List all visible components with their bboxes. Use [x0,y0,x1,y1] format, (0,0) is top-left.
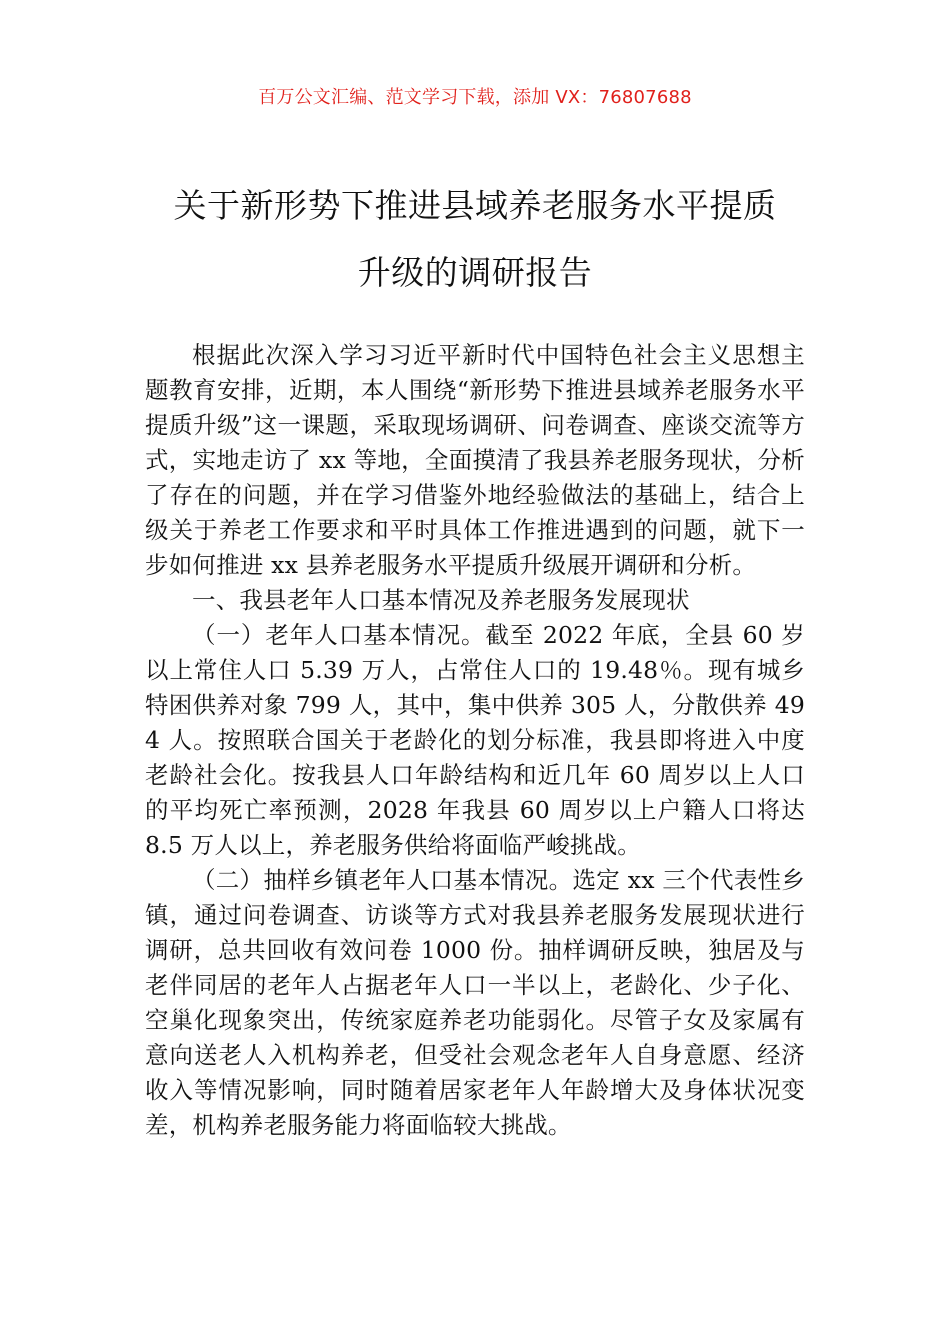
intro-paragraph: 根据此次深入学习习近平新时代中国特色社会主义思想主题教育安排，近期，本人围绕“新形势下推进县域养老服务水平提质升级”这一课题，采取现场调研、问卷调查、座谈交流等方式，实地走访了 xx 等地，全面摸清了我县养老服务现状，分析了存在的问题，并在学习借鉴外地经验做法的基础上，结合上级关于养老工作要求和平时具体工作推进遇到的问题，就下一步如何推进 xx 县养老服务水平提质升级展开调研和分析。 [145,341,805,579]
paragraph-sample-towns: （二）抽样乡镇老年人口基本情况。选定 xx 三个代表性乡镇，通过问卷调查、访谈等方式对我县养老服务发展现状进行调研，总共回收有效问卷 1000 份。抽样调研反映，独居及与老伴同居的老年人占据老年人口一半以上，老龄化、少子化、空巢化现象突出，传统家庭养老功能弱化。尽管子女及家属有意向送老人入机构养老，但受社会观念老年人自身意愿、经济收入等情况影响，同时随着居家老年人年龄增大及身体状况变差，机构养老服务能力将面临较大挑战。 [145,866,805,1139]
document-title [145,172,805,306]
paragraph-elderly-population: （一）老年人口基本情况。截至 2022 年底，全县 60 岁以上常住人口 5.39 万人，占常住人口的 19.48％。现有城乡特困供养对象 799 人，其中，集中供养 305 人，分散供养 494 人。按照联合国关于老龄化的划分标准，我县即将进入中度老龄社会化。按我县人口年龄结构和近几年 60 周岁以上人口的平均死亡率预测，2028 年我县 60 周岁以上户籍人口将达 8.5 万人以上，养老服务供给将面临严峻挑战。 [145,621,805,859]
document-body [145,338,805,1143]
title-line-2: 升级的调研报告 [357,253,593,292]
title-line-1: 关于新形势下推进县域养老服务水平提质 [173,186,777,225]
section-heading-1: 一、我县老年人口基本情况及养老服务发展现状 [192,586,690,614]
header-watermark-note: 百万公文汇编、范文学习下载，添加 VX：76807688 [258,87,692,108]
